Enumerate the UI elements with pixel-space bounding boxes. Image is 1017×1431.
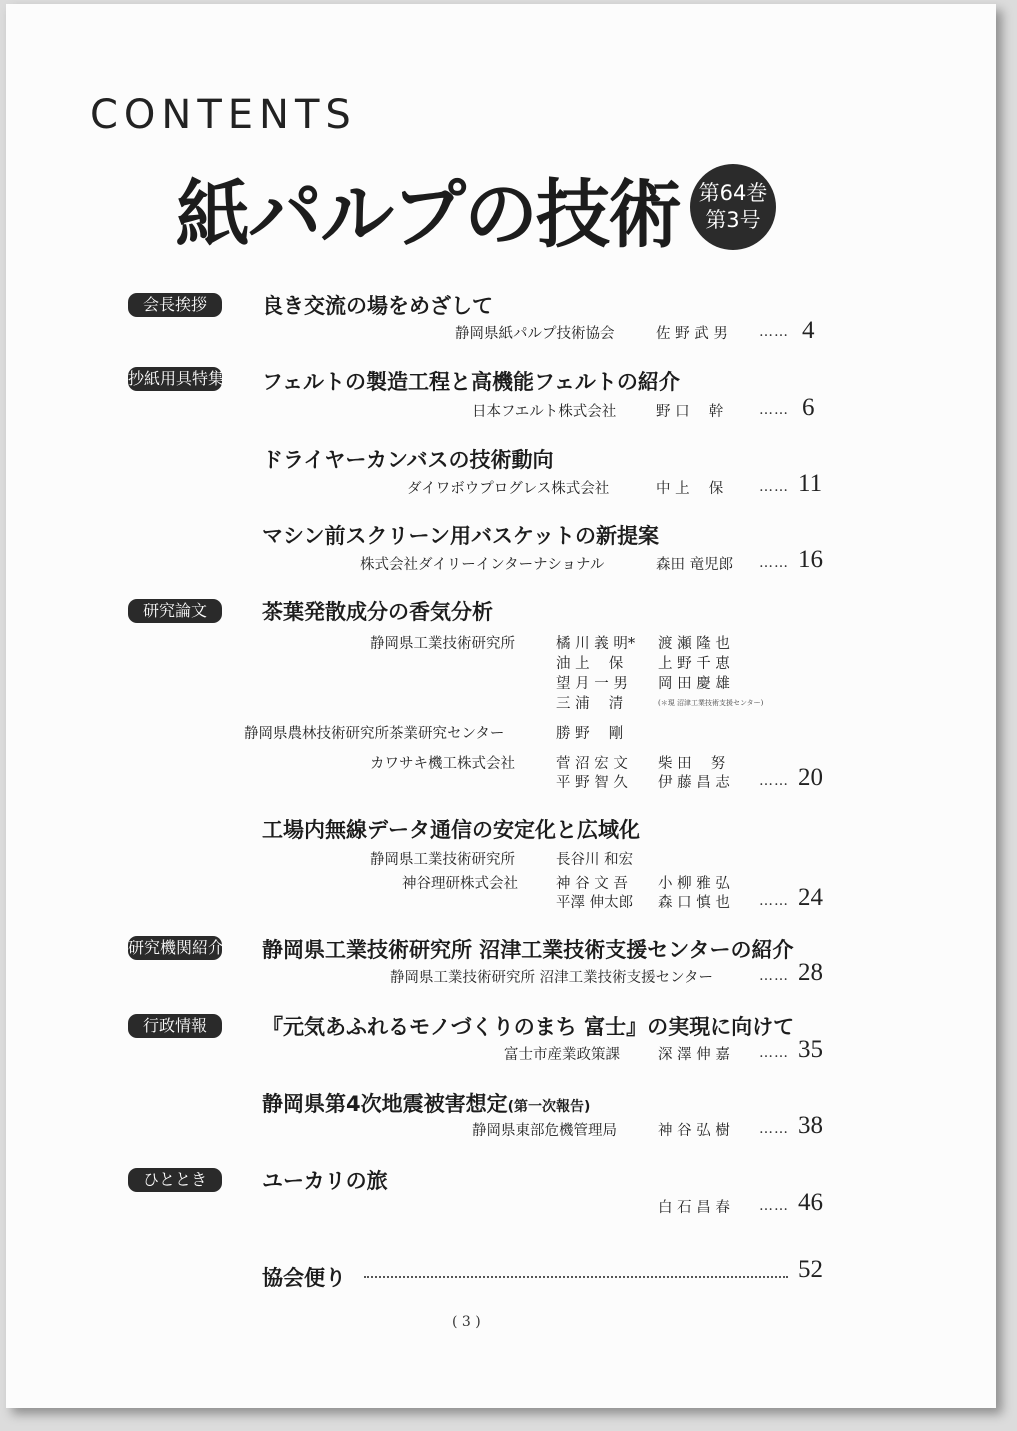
article-title[interactable]: 静岡県工業技術研究所 沼津工業技術支援センターの紹介 [262,938,794,962]
article-org: 日本フエルト株式会社 [472,404,617,420]
category-badge: 行政情報 [128,1014,222,1038]
affiliation-note: (＊現 沼津工業技術支援センター) [658,699,764,707]
page-number[interactable]: 52 [798,1256,823,1283]
article-author: 菅 沼 宏 文 [556,756,628,772]
article-org: 静岡県工業技術研究所 [370,852,515,868]
article-title[interactable]: ドライヤーカンバスの技術動向 [262,448,554,472]
article-author: 上 野 千 恵 [658,656,730,672]
leader-dots: …… [759,555,789,571]
article-author: 深 澤 伸 嘉 [658,1047,730,1063]
page-number[interactable]: 11 [798,470,823,497]
article-org: 静岡県工業技術研究所 [370,636,515,652]
page-number[interactable]: 16 [798,546,823,573]
article-org: 神谷理研株式会社 [402,876,518,892]
magazine-title: 紙パルプの技術 [176,172,680,258]
category-badge: ひととき [128,1168,222,1192]
leader-dots: …… [759,1198,789,1214]
article-author: 平 野 智 久 [556,775,628,791]
page-number[interactable]: 35 [798,1036,823,1063]
article-author: 油 上 保 [556,656,624,672]
article-author: 森田 竜児郎 [656,557,734,573]
article-author: 長谷川 和宏 [556,852,634,868]
category-badge: 会長挨拶 [128,293,222,317]
article-author: 中 上 保 [656,481,724,497]
article-author: 岡 田 慶 雄 [658,676,730,692]
article-author: 野 口 幹 [656,404,724,420]
article-author: 小 柳 雅 弘 [658,876,730,892]
article-title[interactable] [262,1088,590,1118]
article-org: 株式会社ダイリーインターナショナル [360,557,605,573]
article-title-text: 静岡県第4次地震被害想定 [262,1092,508,1116]
article-title[interactable]: 茶葉発散成分の香気分析 [262,600,493,624]
page-number[interactable]: 46 [798,1189,823,1216]
leader-dots [364,1276,788,1278]
category-badge: 研究論文 [128,599,222,623]
leader-dots: …… [759,773,789,789]
article-org: カワサキ機工株式会社 [370,756,515,772]
issue-label: 第3号 [705,208,761,232]
leader-dots: …… [759,402,789,418]
article-author: 神 谷 弘 樹 [658,1123,730,1139]
page-number[interactable]: 6 [802,394,815,421]
document-page [6,4,996,1408]
article-author: 三 浦 清 [556,696,624,712]
page-number[interactable]: 38 [798,1112,823,1139]
category-badge: 研究機関紹介 [128,936,222,960]
leader-dots: …… [759,479,789,495]
article-org: 富士市産業政策課 [504,1047,620,1063]
contents-heading: CONTENTS [90,92,357,138]
category-badge: 抄紙用具特集 [128,367,222,391]
article-title[interactable]: マシン前スクリーン用バスケットの新提案 [262,524,660,548]
article-author: 橘 川 義 明* [556,636,636,652]
article-org: 静岡県農林技術研究所茶業研究センター [244,726,505,742]
article-title[interactable]: 協会便り [262,1266,346,1290]
leader-dots: …… [759,968,789,984]
article-org: 静岡県紙パルプ技術協会 [455,326,615,342]
page-number[interactable]: 24 [798,884,823,911]
article-author: 佐 野 武 男 [656,326,728,342]
article-title[interactable]: 良き交流の場をめざして [262,294,493,318]
leader-dots: …… [759,1045,789,1061]
article-author: 望 月 一 男 [556,676,628,692]
article-author: 神 谷 文 吾 [556,876,628,892]
article-author: 森 口 慎 也 [658,895,730,911]
article-title[interactable]: 工場内無線データ通信の安定化と広域化 [262,818,640,842]
article-title[interactable]: フェルトの製造工程と高機能フェルトの紹介 [262,370,680,394]
article-org: 静岡県工業技術研究所 沼津工業技術支援センター [390,970,714,986]
page-folio: ( 3 ) [452,1314,481,1330]
article-title[interactable]: 『元気あふれるモノづくりのまち 富士』の実現に向けて [262,1015,795,1039]
leader-dots: …… [759,324,789,340]
article-author: 勝 野 剛 [556,726,624,742]
issue-badge [690,164,776,250]
article-author: 伊 藤 昌 志 [658,775,730,791]
article-author: 白 石 昌 春 [658,1200,730,1216]
article-org: ダイワボウプログレス株式会社 [407,481,610,497]
article-title-note: (第一次報告) [507,1099,591,1115]
article-org: 静岡県東部危機管理局 [472,1123,617,1139]
volume-label: 第64巻 [698,181,768,205]
article-author: 平澤 伸太郎 [556,895,634,911]
article-author: 柴 田 努 [658,756,726,772]
leader-dots: …… [759,1121,789,1137]
article-author: 渡 瀬 隆 也 [658,636,730,652]
leader-dots: …… [759,893,789,909]
page-number[interactable]: 4 [802,317,815,344]
article-title[interactable]: ユーカリの旅 [262,1169,388,1193]
page-number[interactable]: 20 [798,764,823,791]
page-number[interactable]: 28 [798,959,823,986]
